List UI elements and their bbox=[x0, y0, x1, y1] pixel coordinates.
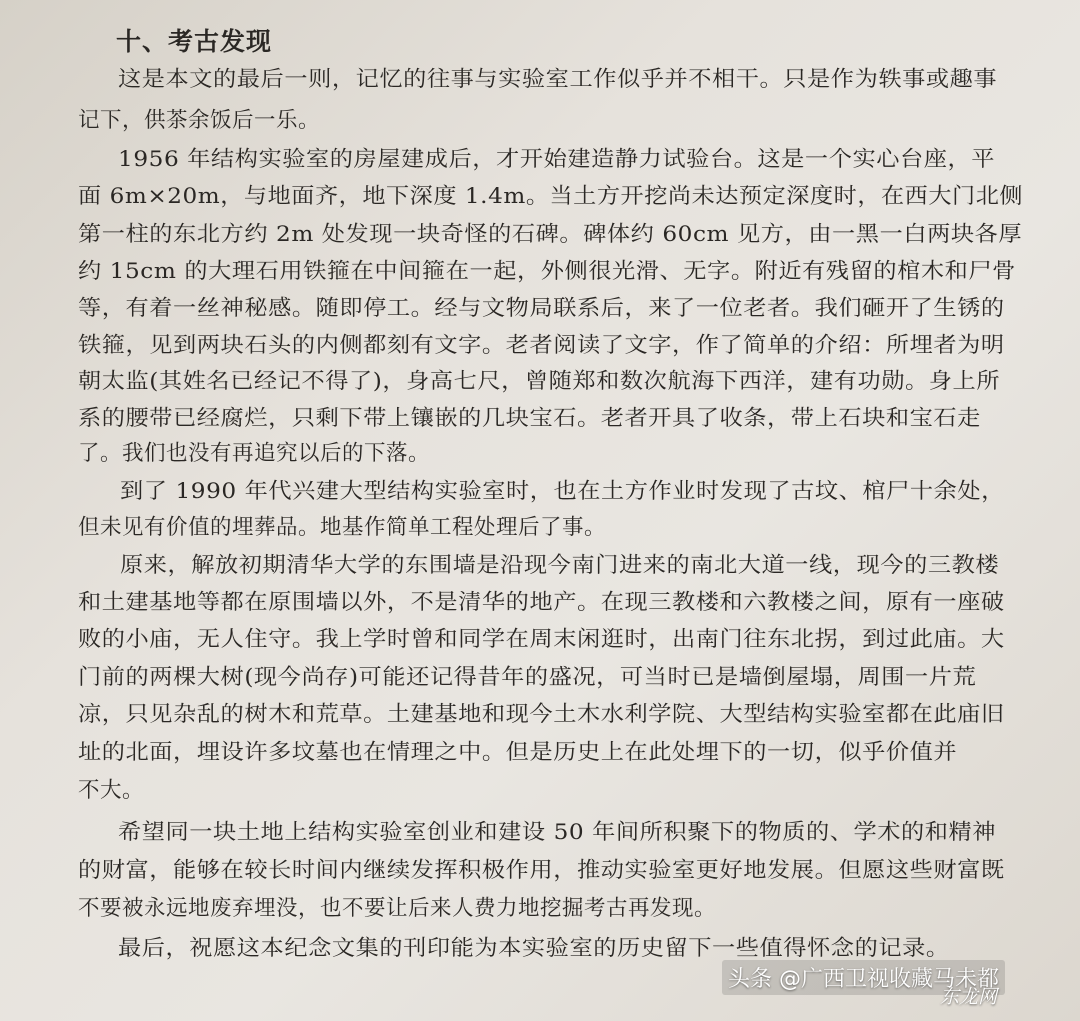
text-line: 等，有着一丝神秘感。随即停工。经与文物局联系后，来了一位老者。我们砸开了生锈的 bbox=[78, 296, 1005, 321]
text-line: 凉，只见杂乱的树木和荒草。土建基地和现今土木水利学院、大型结构实验室都在此庙旧 bbox=[78, 702, 1005, 727]
text-line: 朝太监(其姓名已经记不得了)，身高七尺，曾随郑和数次航海下西洋，建有功勋。身上所 bbox=[78, 369, 1001, 394]
text-line: 但未见有价值的埋葬品。地基作简单工程处理后了事。 bbox=[78, 515, 607, 540]
source-watermark: 头条 @广西卫视收藏马未都 bbox=[722, 960, 1005, 995]
text-line: 记下，供茶余饭后一乐。 bbox=[78, 108, 321, 133]
text-line: 面 6m×20m，与地面齐，地下深度 1.4m。当土方开挖尚未达预定深度时，在西大门北侧 bbox=[78, 184, 1024, 209]
text-line: 铁箍，见到两块石头的内侧都刻有文字。老者阅读了文字，作了简单的介绍：所埋者为明 bbox=[78, 333, 1005, 358]
site-watermark: 东龙网 bbox=[940, 986, 998, 1008]
text-line: 最后，祝愿这本纪念文集的刊印能为本实验室的历史留下一些值得怀念的记录。 bbox=[118, 936, 950, 961]
text-line: 址的北面，埋设许多坟墓也在情理之中。但是历史上在此处埋下的一切，似乎价值并 bbox=[78, 740, 958, 765]
text-line: 和土建基地等都在原围墙以外，不是清华的地产。在现三教楼和六教楼之间，原有一座破 bbox=[78, 590, 1005, 615]
text-line: 到了 1990 年代兴建大型结构实验室时，也在土方作业时发现了古坟、棺尸十余处， bbox=[120, 479, 1005, 504]
text-line: 门前的两棵大树(现今尚存)可能还记得昔年的盛况，可当时已是墙倒屋塌，周围一片荒 bbox=[78, 665, 977, 690]
text-line: 1956 年结构实验室的房屋建成后，才开始建造静力试验台。这是一个实心台座，平 bbox=[118, 147, 996, 172]
text-line: 希望同一块土地上结构实验室创业和建设 50 年间所积聚下的物质的、学术的和精神 bbox=[118, 820, 997, 845]
section-heading: 十、考古发现 bbox=[116, 27, 273, 56]
text-line: 的财富，能够在较长时间内继续发挥积极作用，推动实验室更好地发展。但愿这些财富既 bbox=[78, 858, 1005, 883]
text-line: 这是本文的最后一则，记忆的往事与实验室工作似乎并不相干。只是作为轶事或趣事 bbox=[118, 67, 998, 92]
text-line: 了。我们也没有再追究以后的下落。 bbox=[78, 441, 431, 466]
text-line: 原来，解放初期清华大学的东围墙是沿现今南门进来的南北大道一线，现今的三教楼 bbox=[120, 553, 1000, 578]
text-line: 系的腰带已经腐烂，只剩下带上镶嵌的几块宝石。老者开具了收条，带上石块和宝石走 bbox=[78, 406, 981, 431]
text-line: 第一柱的东北方约 2m 处发现一块奇怪的石碑。碑体约 60cm 见方，由一黑一白两块各厚 bbox=[78, 222, 1023, 247]
text-line: 败的小庙，无人住守。我上学时曾和同学在周末闲逛时，出南门往东北拐，到过此庙。大 bbox=[78, 627, 1005, 652]
text-line: 不要被永远地废弃埋没，也不要让后来人费力地挖掘考古再发现。 bbox=[78, 896, 717, 921]
text-line: 不大。 bbox=[78, 778, 145, 803]
text-line: 约 15cm 的大理石用铁箍在中间箍在一起，外侧很光滑、无字。附近有残留的棺木和尸骨 bbox=[78, 259, 1016, 284]
